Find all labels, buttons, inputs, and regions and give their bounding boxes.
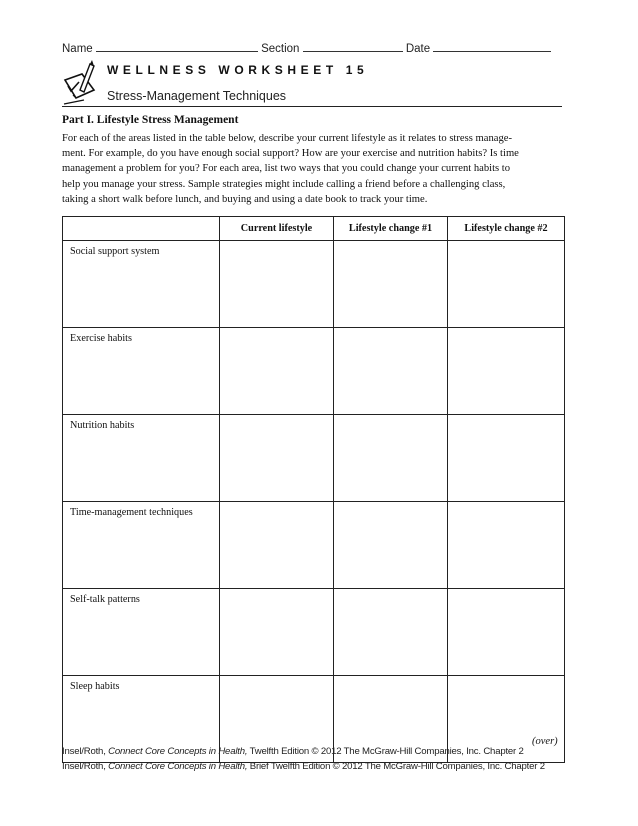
answer-cell[interactable]: [220, 328, 334, 415]
section-label: Section: [261, 43, 300, 55]
answer-cell[interactable]: [334, 415, 448, 502]
header-fields: [62, 41, 572, 55]
footer-authors: Insel/Roth,: [62, 761, 106, 772]
footer-book-title: Connect Core Concepts in Health,: [108, 761, 248, 772]
intro-line: help you manage your stress. Sample strategies might include calling a friend before a challenging class,: [62, 178, 506, 190]
intro-line: ment. For example, do you have enough social support? How are your exercise and nutrition habits? Is time: [62, 148, 519, 160]
worksheet-subtitle: Stress-Management Techniques: [107, 89, 287, 103]
answer-cell[interactable]: [220, 589, 334, 676]
table-row: [63, 328, 565, 415]
intro-paragraph: [62, 131, 572, 207]
part-title: Part I. Lifestyle Stress Management: [62, 114, 239, 126]
lifestyle-table: [62, 216, 565, 763]
intro-line: management a problem for you? For each area, list two ways that you could change your current habits to: [62, 163, 511, 175]
footer-citation-1: [62, 746, 524, 757]
column-header-change-2: Lifestyle change #2: [448, 217, 565, 241]
name-label: Name: [62, 43, 93, 55]
answer-cell[interactable]: [448, 415, 565, 502]
intro-line: taking a short walk before lunch, and buying and using a date book to track your time.: [62, 193, 428, 205]
table-header-row: [63, 217, 565, 241]
checklist-pen-icon: [62, 60, 98, 106]
answer-cell[interactable]: [334, 502, 448, 589]
footer-edition: Twelfth Edition © 2012 The McGraw-Hill Companies, Inc. Chapter 2: [249, 746, 524, 757]
title-divider: [62, 106, 562, 107]
name-blank[interactable]: [96, 41, 258, 52]
table-row: [63, 502, 565, 589]
row-label-nutrition: Nutrition habits: [63, 415, 220, 502]
table-row: [63, 589, 565, 676]
table-row: [63, 415, 565, 502]
column-header-change-1: Lifestyle change #1: [334, 217, 448, 241]
answer-cell[interactable]: [448, 589, 565, 676]
date-blank[interactable]: [433, 41, 551, 52]
row-label-self-talk: Self-talk patterns: [63, 589, 220, 676]
answer-cell[interactable]: [220, 241, 334, 328]
answer-cell[interactable]: [448, 502, 565, 589]
answer-cell[interactable]: [220, 502, 334, 589]
row-label-social-support: Social support system: [63, 241, 220, 328]
row-label-time-management: Time-management techniques: [63, 502, 220, 589]
footer-citation-2: [62, 761, 545, 772]
answer-cell[interactable]: [334, 328, 448, 415]
table-row: [63, 241, 565, 328]
column-header-area: [63, 217, 220, 241]
date-label: Date: [405, 43, 431, 55]
footer-authors: Insel/Roth,: [62, 746, 106, 757]
answer-cell[interactable]: [334, 241, 448, 328]
section-blank[interactable]: [303, 41, 403, 52]
answer-cell[interactable]: [334, 589, 448, 676]
footer-book-title: Connect Core Concepts in Health,: [108, 746, 248, 757]
answer-cell[interactable]: [448, 241, 565, 328]
intro-line: For each of the areas listed in the table below, describe your current lifestyle as it relates to stress manage-: [62, 133, 512, 144]
answer-cell[interactable]: [220, 415, 334, 502]
answer-cell[interactable]: [448, 328, 565, 415]
worksheet-title: WELLNESS WORKSHEET 15: [107, 63, 369, 77]
over-label: (over): [532, 736, 558, 747]
column-header-current: Current lifestyle: [220, 217, 334, 241]
row-label-exercise: Exercise habits: [63, 328, 220, 415]
row-label-sleep: Sleep habits: [63, 676, 220, 763]
footer-edition: Brief Twelfth Edition © 2012 The McGraw-Hill Companies, Inc. Chapter 2: [249, 761, 545, 772]
